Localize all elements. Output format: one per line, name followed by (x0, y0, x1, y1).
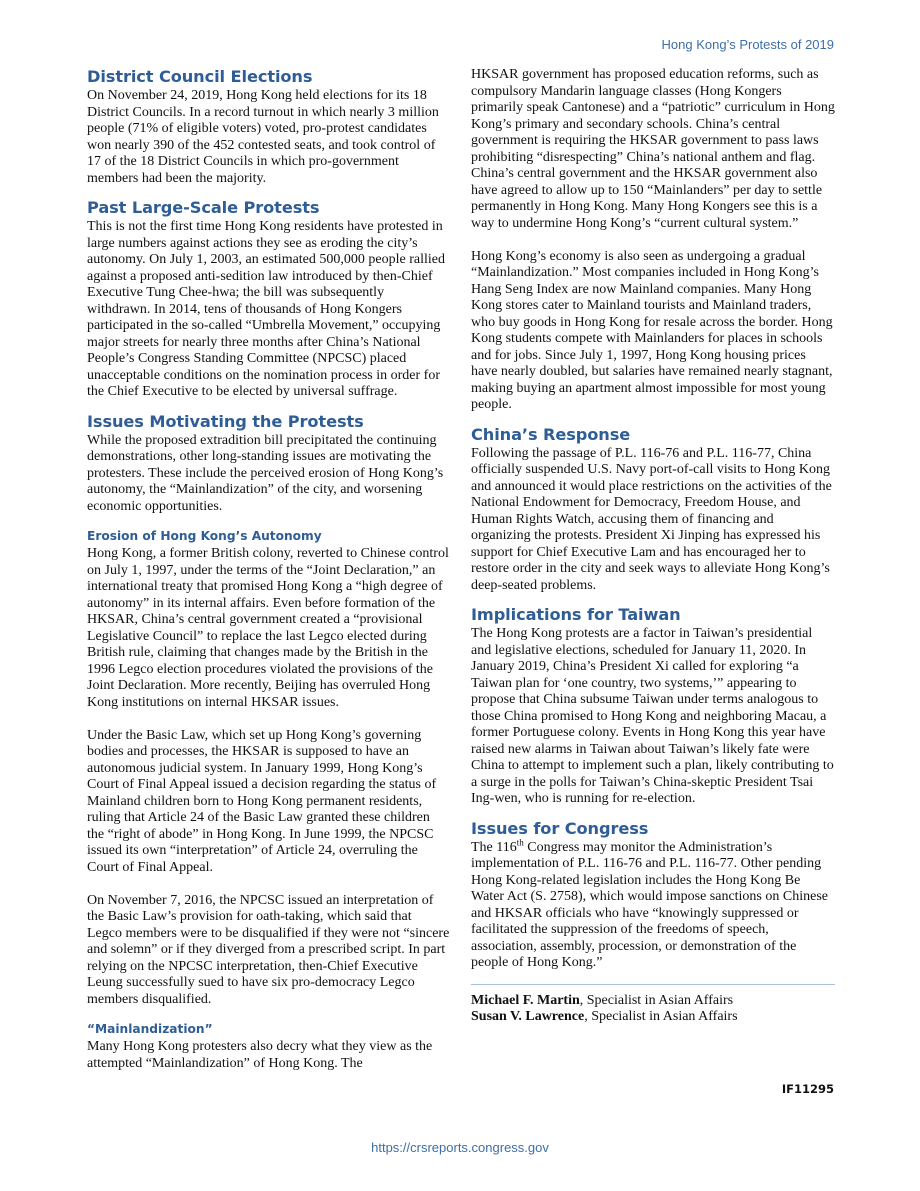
paragraph-erosion-1: Hong Kong, a former British colony, reverted to Chinese control on July 1, 1997, under the terms of the “Joint Declaration,” an international treaty that promised Hong Kong a “high degree of autonomy” in its internal affairs. Even before formation of the HKSAR, China’s central government created a “provisional Legislative Council” to replace the last Legco elected during British rule, claiming that changes made by the British in the 1996 Legco election procedures violated the provisions of the Joint Declaration. More recently, Beijing has overruled Hong Kong institutions on internal HKSAR issues. (87, 546, 449, 710)
paragraph-past-protests: This is not the first time Hong Kong residents have protested in large numbers against actions they see as eroding the city’s autonomy. On July 1, 2003, an estimated 500,000 people rallied against a proposed anti-sedition law introduced by then-Chief Executive Tung Chee-hwa; the bill was subsequently withdrawn. In 2014, tens of thousands of Hong Kongers participated in the so-called “Umbrella Movement,” occupying major streets for nearly three months after China’s National People’s Congress Standing Committee (NPCSC) placed unacceptable conditions on the nomination process in order for the Chief Executive to be elected by universal suffrage. (87, 219, 445, 399)
section-heading-issues-motivating: Issues Motivating the Protests (87, 411, 364, 431)
section-heading-past-protests: Past Large-Scale Protests (87, 198, 320, 217)
congress-text-pre: The 116 (471, 839, 517, 855)
author-line (471, 1009, 835, 1026)
running-header-title: Hong Kong’s Protests of 2019 (661, 37, 834, 52)
section-heading-district-council: District Council Elections (87, 67, 313, 86)
footer-url-link[interactable]: https://crsreports.congress.gov (371, 1140, 549, 1155)
left-column (87, 67, 450, 1072)
congress-ordinal-suffix: th (516, 836, 524, 847)
author-line (471, 993, 835, 1010)
section-heading-issues-congress: Issues for Congress (471, 818, 649, 838)
congress-text-post: Congress may monitor the Administration’s implementation of P.L. 116-76 and P.L. 116-77. Other pending Hong Kong-related legislation includes the Hong Kong Be Water Act (S. 2758), which would impose sanctions on Chinese and HKSAR officials who have “knowingly suppressed or facilitated the suppression of the freedoms of speech, association, assembly, procession, or demonstration of the people of Hong Kong.” (471, 839, 828, 970)
section-heading-implications-taiwan: Implications for Taiwan (471, 605, 681, 624)
paragraph-mainlandization-start: Many Hong Kong protesters also decry what they view as the attempted “Mainlandization” of Hong Kong. The (87, 1039, 433, 1071)
paragraph-erosion-3: On November 7, 2016, the NPCSC issued an interpretation of the Basic Law’s provision for oath-taking, which said that Legco members were to be disqualified if they were not “sincere and solemn” or if they diverged from a prescribed script. In part relying on the NPCSC interpretation, then-Chief Executive Leung successfully sued to have six pro-democracy Legco members disqualified. (87, 892, 450, 1007)
subsection-heading-mainlandization: “Mainlandization” (87, 1022, 213, 1036)
paragraph-mainlandization-cont-1: HKSAR government has proposed education reforms, such as compulsory Mandarin language classes (Hong Kongers primarily speak Cantonese) and a “patriotic” curriculum in Hong Kong’s primary and secondary schools. China’s central government is requiring the HKSAR government to pass laws prohibiting “disrespecting” China’s national anthem and flag. China’s central government and the HKSAR government also have agreed to allow up to 150 “Mainlanders” per day to settle permanently in Hong Kong. Many Hong Kongers see this is a way to undermine Hong Kong’s “current cultural system.” (471, 67, 835, 231)
author-title: , Specialist in Asian Affairs (584, 1009, 738, 1024)
section-heading-china-response: China’s Response (471, 424, 631, 444)
paragraph-china-response: Following the passage of P.L. 116-76 and P.L. 116-77, China officially suspended U.S. Navy port-of-call visits to Hong Kong and announced it would place restrictions on the activities of the National Endowment for Democracy, Freedom House, and Human Rights Watch, accusing them of financing and organizing the protests. President Xi Jinping has expressed his support for Chief Executive Lam and has encouraged her to restore order in the city and seek ways to alleviate Hong Kong’s deep-seated problems. (471, 445, 832, 593)
document-id: IF11295 (781, 1082, 834, 1096)
paragraph-erosion-2: Under the Basic Law, which set up Hong Kong’s governing bodies and processes, the HKSAR is supposed to have an autonomous judicial system. In January 1999, Hong Kong’s Court of Final Appeal issued a decision regarding the status of Mainland children born to Hong Kong permanent residents, ruling that Article 24 of the Basic Law granted these children the “right of abode” in Hong Kong. In June 1999, the NPCSC issued its own “interpretation” of Article 24, overruling the Court of Final Appeal. (87, 727, 437, 875)
subsection-heading-erosion-autonomy: Erosion of Hong Kong’s Autonomy (87, 529, 322, 543)
paragraph-district-council: On November 24, 2019, Hong Kong held elections for its 18 District Councils. In a record turnout in which nearly 3 million people (71% of eligible voters) voted, pro-protest candidates won nearly 390 of the 452 contested seats, and took control of 17 of the 18 District Councils in which pro-government members had been the majority. (87, 88, 439, 186)
paragraph-issues-motivating: While the proposed extradition bill precipitated the continuing demonstrations, other long-standing issues are motivating the protesters. These include the perceived erosion of Hong Kong’s autonomy, the “Mainlandization” of the city, and worsening economic opportunities. (87, 432, 444, 514)
paragraph-implications-taiwan: The Hong Kong protests are a factor in Taiwan’s presidential and legislative elections, scheduled for January 11, 2020. In January 2019, China’s President Xi called for exploring “a Taiwan plan for ‘one country, two systems,’” appearing to propose that China subsume Taiwan under terms analogous to those China promised to Hong Kong and neighboring Macau, a former Portuguese colony. Events in Hong Kong this year have raised new alarms in Taiwan about Taiwan’s likely fate were China to attempt to implement such a plan, likely contributing to a surge in the polls for Taiwan’s China-skeptic President Tsai Ing-wen, who is running for re-election. (471, 626, 834, 806)
author-name: Michael F. Martin (471, 992, 580, 1008)
author-name: Susan V. Lawrence (471, 1009, 585, 1024)
paragraph-mainlandization-cont-2: Hong Kong’s economy is also seen as undergoing a gradual “Mainlandization.” Most companies included in Hong Kong’s Hang Seng Index are now Mainland companies. Many Hong Kong stores cater to Mainland tourists and Mainland traders, who buy goods in Hong Kong for resale across the border. Hong Kong students compete with Mainlanders for places in schools and for jobs. Since July 1, 1997, Hong Kong housing prices have nearly doubled, but salaries have remained nearly stagnant, making buying an apartment almost impossible for most young people. (471, 248, 833, 412)
author-title: , Specialist in Asian Affairs (579, 992, 734, 1008)
right-column (471, 67, 835, 1026)
paragraph-issues-congress (471, 836, 835, 972)
author-divider (471, 984, 835, 985)
